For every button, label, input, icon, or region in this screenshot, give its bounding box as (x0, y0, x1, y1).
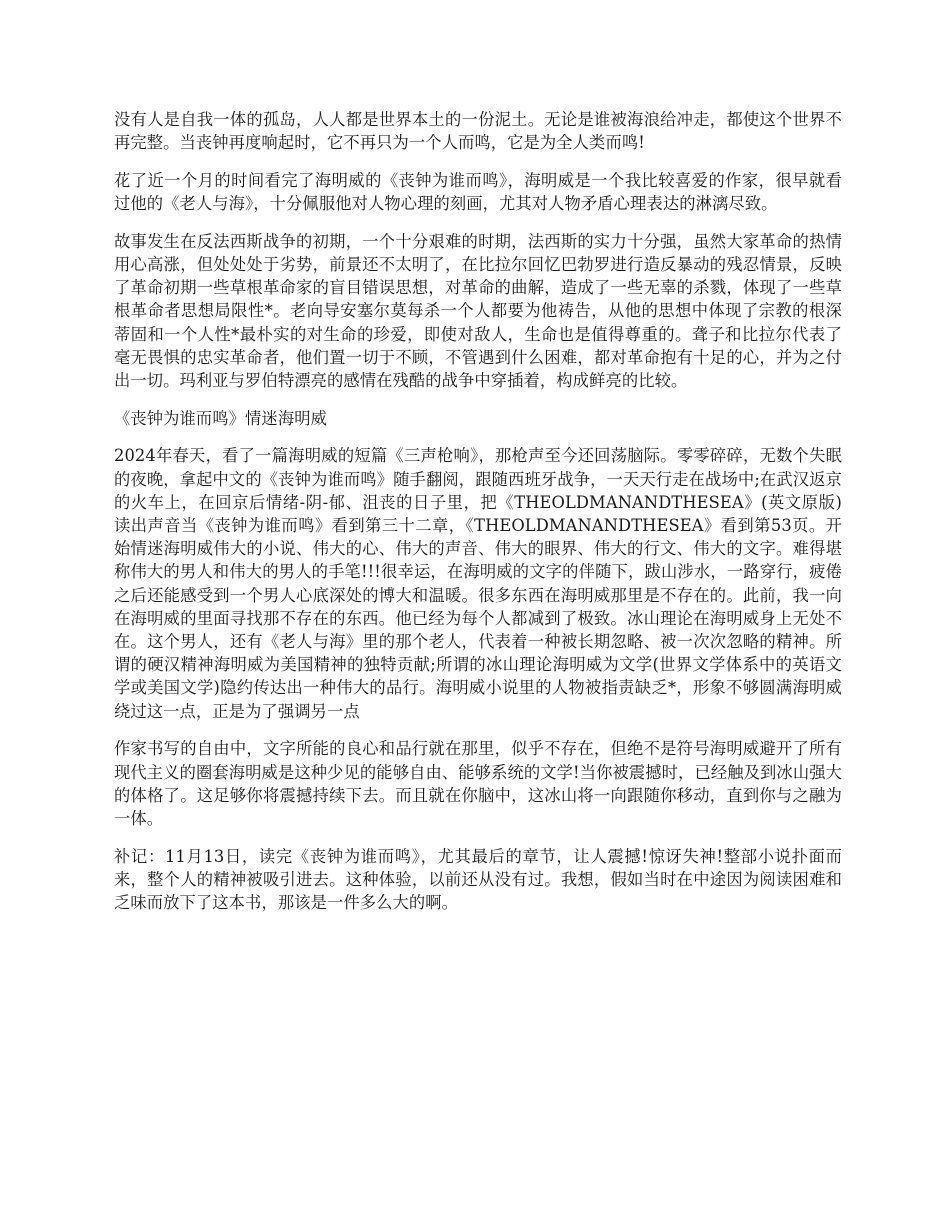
paragraph-hemingway-fascination: 2024年春天，看了一篇海明威的短篇《三声枪响》，那枪声至今还回荡脑际。零零碎碎，无数个失眠的夜晚，拿起中文的《丧钟为谁而鸣》随手翻阅，跟随西班牙战争，一天天行走在战场中;在武汉返京的火车上，在回京后情绪-阴-郁、沮丧的日子里，把《THEOLDMANANDTHESEA》(英文原版)读出声音当《丧钟为谁而鸣》看到第三十二章，《THEOLDMANANDTHESEA》看到第53页。开始情迷海明威伟大的小说、伟大的心、伟大的声音、伟大的眼界、伟大的行文、伟大的文字。难得堪称伟大的男人和伟大的男人的手笔!!!很幸运，在海明威的文字的伴随下，跋山涉水，一路穿行，疲倦之后还能感受到一个男人心底深处的博大和温暖。很多东西在海明威那里是不存在的。此前，我一向在海明威的里面寻找那不存在的东西。他已经为每个人都减到了极致。冰山理论在海明威身上无处不在。这个男人，还有《老人与海》里的那个老人，代表着一种被长期忽略、被一次次忽略的精神。所谓的硬汉精神海明威为美国精神的独特贡献;所谓的冰山理论海明威为文学(世界文学体系中的英语文学或美国文学)隐约传达出一种伟大的品行。海明威小说里的人物被指责缺乏*，形象不够圆满海明威绕过这一点，正是为了强调另一点 (114, 446, 842, 721)
paragraph-intro-quote: 没有人是自我一体的孤岛，人人都是世界本土的一份泥土。无论是谁被海浪给冲走，都使这个世界不再完整。当丧钟再度响起时，它不再只为一个人而鸣，它是为全人类而鸣! (114, 110, 842, 153)
paragraph-writer-freedom: 作家书写的自由中，文字所能的良心和品行就在那里，似乎不存在，但绝不是符号海明威避开了所有现代主义的圈套海明威是这种少见的能够自由、能够系统的文学!当你被震撼时，已经触及到冰山强大的体格了。这足够你将震撼持续下去。而且就在你脑中，这冰山将一向跟随你移动，直到你与之融为一体。 (114, 739, 842, 828)
section-heading: 《丧钟为谁而鸣》情迷海明威 (114, 408, 327, 428)
document-body (114, 108, 842, 929)
paragraph-reading-impression: 花了近一个月的时间看完了海明威的《丧钟为谁而鸣》，海明威是一个我比较喜爱的作家，很早就看过他的《老人与海》，十分佩服他对人物心理的刻画，尤其对人物矛盾心理表达的淋漓尽致。 (114, 170, 842, 214)
paragraph-postscript: 补记：11月13日，读完《丧钟为谁而鸣》，尤其最后的章节，让人震撼!惊讶失神!整部小说扑面而来，整个人的精神被吸引进去。这种体验，以前还从没有过。我想，假如当时在中途因为阅读困难和乏味而放下了这本书，那该是一件多么大的啊。 (114, 846, 842, 913)
paragraph-story-background: 故事发生在反法西斯战争的初期，一个十分艰难的时期，法西斯的实力十分强，虽然大家革命的热情用心高涨，但处处处于劣势，前景还不太明了，在比拉尔回忆巴勃罗进行造反暴动的残忍情景，反映了革命初期一些草根革命家的盲目错误思想，对革命的曲解，造成了一些无辜的杀戮，体现了一些草根革命者思想局限性*。老向导安塞尔莫每杀一个人都要为他祷告，从他的思想中体现了宗教的根深蒂固和一个人性*最朴实的对生命的珍爱，即使对敌人，生命也是值得尊重的。聋子和比拉尔代表了毫无畏惧的忠实革命者，他们置一切于不顾，不管遇到什么困难，都对革命抱有十足的心，并为之付出一切。玛利亚与罗伯特漂亮的感情在残酷的战争中穿插着，构成鲜亮的比较。 (114, 231, 842, 391)
